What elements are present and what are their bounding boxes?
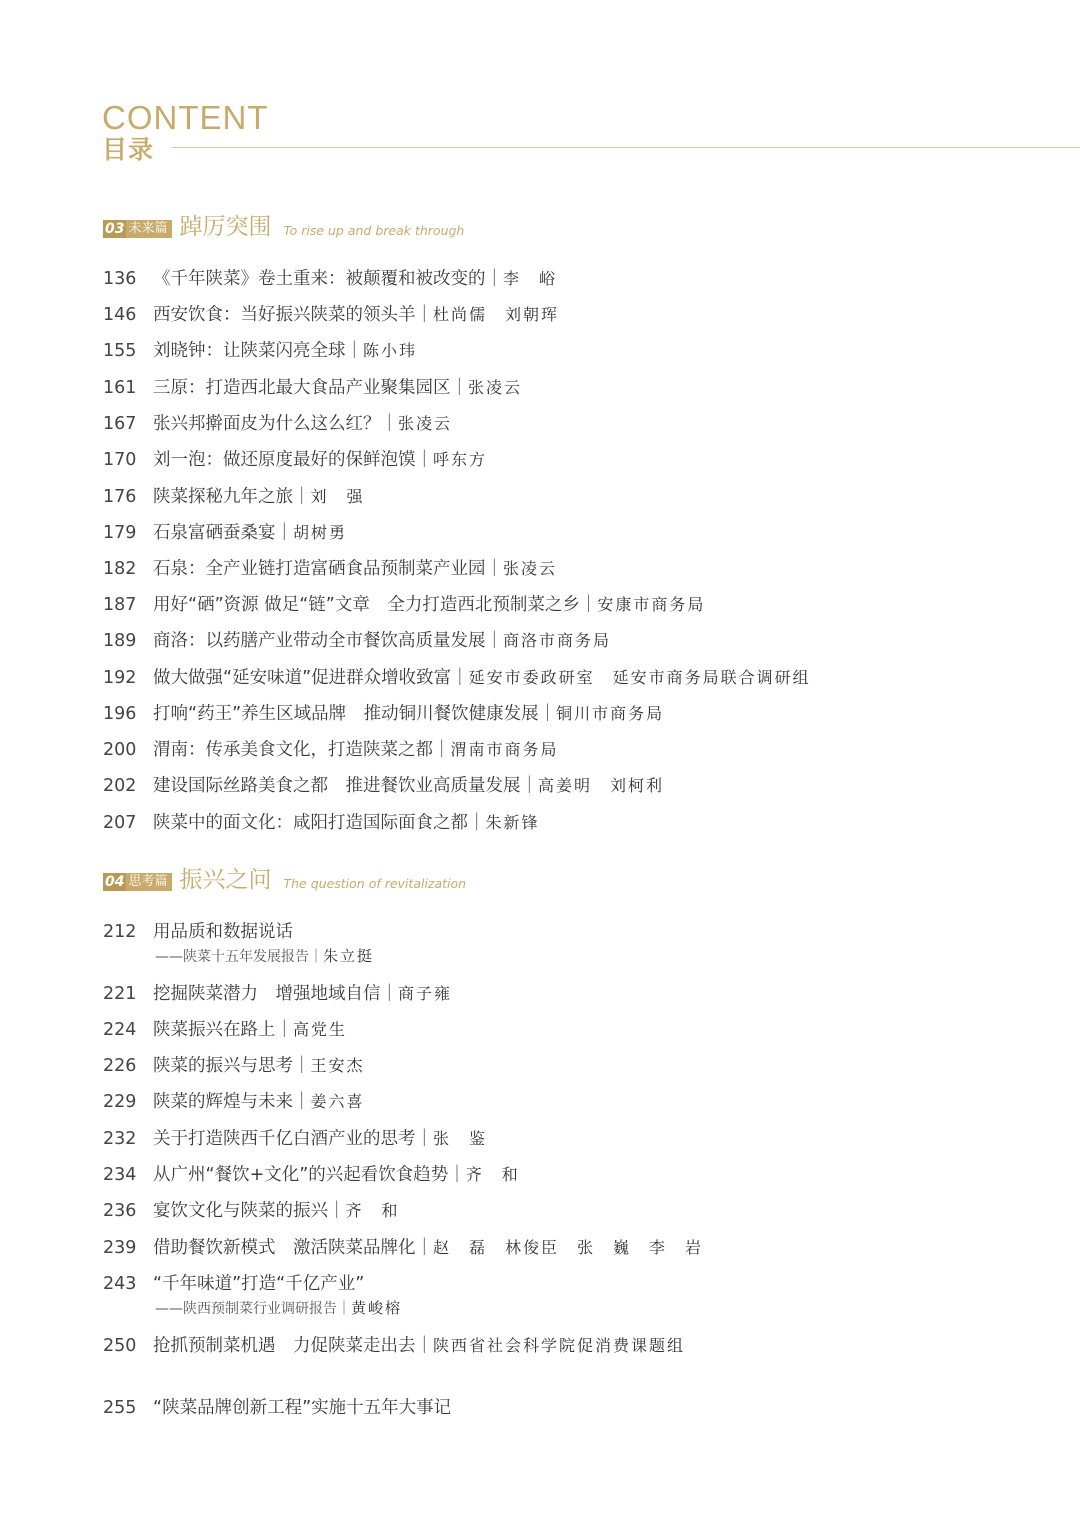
entry-page: 250 [103, 1336, 137, 1356]
entry-author: 张凌云 [398, 414, 453, 433]
entry-title: 做大做强“延安味道”促进群众增收致富｜ [153, 668, 469, 688]
entry-author: 张凌云 [468, 378, 523, 397]
entry-page: 167 [103, 414, 137, 434]
entry-page: 155 [103, 341, 137, 361]
entry-title: 关于打造陕西千亿白酒产业的思考｜ [153, 1129, 433, 1149]
entry-author: 齐 和 [465, 1165, 520, 1184]
entry-title: 刘晓钟：让陕菜闪亮全球｜ [153, 341, 363, 361]
entry-title: 渭南：传承美食文化，打造陕菜之都｜ [153, 740, 451, 760]
section-title: 踔厉突围 [179, 214, 272, 240]
entry-page: 200 [103, 740, 137, 760]
entry-title: 刘一泡：做还原度最好的保鲜泡馍｜ [153, 450, 433, 470]
entry-author: 杜尚儒 刘朝珲 [433, 305, 560, 324]
entry-author: 姜六喜 [310, 1092, 365, 1111]
entry-title: 打响“药王”养生区域品牌 推动铜川餐饮健康发展｜ [153, 704, 557, 724]
section-number: 04 [105, 874, 125, 890]
section-category: 思考篇 [128, 874, 168, 889]
entry-title: 从广州“餐饮+文化”的兴起看饮食趋势｜ [153, 1165, 466, 1185]
entry-title: 商洛：以药膳产业带动全市餐饮高质量发展｜ [153, 631, 503, 651]
entry-title: 陕菜的辉煌与未来｜ [153, 1092, 311, 1112]
entry-page: 187 [103, 595, 137, 615]
toc-entry[interactable] [103, 374, 522, 399]
entry-page: 221 [103, 984, 137, 1004]
entry-page: 161 [103, 378, 137, 398]
entry-title: 用好“硒”资源 做足“链”文章 全力打造西北预制菜之乡｜ [153, 595, 598, 615]
entry-page: 212 [103, 922, 137, 942]
entry-author: 朱立挺 [323, 947, 375, 965]
entry-title: 西安饮食：当好振兴陕菜的领头羊｜ [153, 305, 433, 325]
entry-page: 136 [103, 269, 137, 289]
toc-entry[interactable] [103, 519, 347, 544]
entry-author: 铜川市商务局 [556, 704, 665, 723]
entry-author: 高党生 [293, 1020, 348, 1039]
entry-page: 229 [103, 1092, 137, 1112]
toc-entry[interactable] [103, 555, 557, 580]
entry-title: “千年味道”打造“千亿产业” [153, 1274, 365, 1294]
section-heading-04 [103, 865, 466, 895]
entry-page: 176 [103, 487, 137, 507]
toc-entry[interactable] [103, 918, 293, 943]
toc-entry-subtitle [155, 945, 374, 966]
toc-entry[interactable] [103, 1270, 364, 1295]
toc-entry[interactable] [103, 301, 559, 326]
toc-entry[interactable] [103, 700, 664, 725]
toc-entry[interactable] [103, 591, 705, 616]
entry-page: 239 [103, 1238, 137, 1258]
toc-entry[interactable] [103, 980, 452, 1005]
toc-entry[interactable] [103, 1052, 365, 1077]
entry-page: 170 [103, 450, 137, 470]
toc-entry[interactable] [103, 1234, 703, 1259]
section-subtitle: The question of revitalization [283, 876, 467, 891]
entry-author: 高姜明 刘柯利 [538, 776, 665, 795]
toc-entry[interactable] [103, 627, 611, 652]
entry-page: 196 [103, 704, 137, 724]
entry-page: 146 [103, 305, 137, 325]
toc-entry[interactable] [103, 446, 487, 471]
entry-title: 石泉富硒蚕桑宴｜ [153, 523, 293, 543]
section-badge [103, 873, 172, 891]
entry-page: 243 [103, 1274, 137, 1294]
toc-entry[interactable] [103, 1332, 685, 1357]
entry-page: 179 [103, 523, 137, 543]
entry-author: 商子雍 [398, 984, 453, 1003]
entry-title: 借助餐饮新模式 激活陕菜品牌化｜ [153, 1238, 433, 1258]
entry-title: 建设国际丝路美食之都 推进餐饮业高质量发展｜ [153, 776, 538, 796]
entry-author: 赵 磊 林俊臣 张 巍 李 岩 [433, 1238, 704, 1257]
entry-page: 207 [103, 813, 137, 833]
entry-author: 延安市委政研室 延安市商务局联合调研组 [468, 668, 811, 687]
entry-page: 226 [103, 1056, 137, 1076]
toc-header [102, 100, 269, 164]
entry-title: 三原：打造西北最大食品产业聚集园区｜ [153, 378, 468, 398]
toc-entry[interactable] [103, 1197, 400, 1222]
entry-page: 236 [103, 1201, 137, 1221]
entry-title: 陕菜探秘九年之旅｜ [153, 487, 311, 507]
toc-entry[interactable] [103, 1394, 451, 1419]
entry-author: 张凌云 [503, 559, 558, 578]
entry-author: 张 鉴 [433, 1129, 488, 1148]
section-heading-03 [103, 212, 464, 242]
toc-entry-subtitle [155, 1297, 402, 1318]
entry-title: 挖掘陕菜潜力 增强地域自信｜ [153, 984, 398, 1004]
toc-entry[interactable] [103, 265, 557, 290]
entry-author: 李 峪 [503, 269, 558, 288]
header-title-en: CONTENT [102, 99, 269, 136]
entry-author: 渭南市商务局 [450, 740, 559, 759]
subtitle-text: ——陕西预制菜行业调研报告｜ [155, 1301, 351, 1317]
entry-author: 胡树勇 [293, 523, 348, 542]
toc-entry[interactable] [103, 410, 452, 435]
entry-page: 234 [103, 1165, 137, 1185]
section-title: 振兴之问 [179, 867, 272, 893]
entry-page: 255 [103, 1398, 137, 1418]
entry-author: 齐 和 [345, 1201, 400, 1220]
entry-author: 商洛市商务局 [503, 631, 612, 650]
toc-entry[interactable] [103, 1088, 365, 1113]
toc-entry[interactable] [103, 337, 417, 362]
entry-title: 陕菜振兴在路上｜ [153, 1020, 293, 1040]
header-title-cn: 目录 [102, 135, 155, 164]
entry-author: 刘 强 [310, 487, 365, 506]
entry-page: 202 [103, 776, 137, 796]
entry-page: 182 [103, 559, 137, 579]
entry-title: 宴饮文化与陕菜的振兴｜ [153, 1201, 346, 1221]
entry-page: 189 [103, 631, 137, 651]
entry-page: 232 [103, 1129, 137, 1149]
entry-title: 陕菜中的面文化：咸阳打造国际面食之都｜ [153, 813, 486, 833]
entry-title: 用品质和数据说话 [153, 922, 293, 942]
toc-entry[interactable] [103, 1016, 347, 1041]
toc-entry[interactable] [103, 809, 540, 834]
entry-author: 陕西省社会科学院促消费课题组 [433, 1336, 686, 1355]
section-badge [103, 220, 172, 238]
toc-entry[interactable] [103, 736, 559, 761]
entry-title: 抢抓预制菜机遇 力促陕菜走出去｜ [153, 1336, 433, 1356]
entry-title: 石泉：全产业链打造富硒食品预制菜产业园｜ [153, 559, 503, 579]
entry-author: 呼东方 [433, 450, 488, 469]
toc-entry[interactable] [103, 772, 664, 797]
entry-page: 192 [103, 668, 137, 688]
entry-title: 《千年陕菜》卷土重来：被颠覆和被改变的｜ [153, 269, 503, 289]
entry-author: 朱新锋 [485, 813, 540, 832]
section-category: 未来篇 [128, 221, 168, 236]
entry-title: 陕菜的振兴与思考｜ [153, 1056, 311, 1076]
toc-entry[interactable] [103, 483, 365, 508]
section-number: 03 [105, 221, 125, 237]
entry-author: 陈小玮 [363, 341, 418, 360]
entry-page: 224 [103, 1020, 137, 1040]
subtitle-text: ——陕菜十五年发展报告｜ [155, 949, 323, 965]
entry-title: 张兴邦擀面皮为什么这么红？｜ [153, 414, 398, 434]
entry-author: 黄峻榕 [351, 1299, 403, 1317]
section-subtitle: To rise up and break through [283, 223, 465, 238]
entry-author: 王安杰 [310, 1056, 365, 1075]
toc-entry[interactable] [103, 664, 811, 689]
header-divider [172, 147, 1080, 148]
entry-author: 安康市商务局 [597, 595, 706, 614]
toc-entry[interactable] [103, 1161, 520, 1186]
toc-entry[interactable] [103, 1125, 487, 1150]
entry-title: “陕菜品牌创新工程”实施十五年大事记 [153, 1398, 452, 1418]
